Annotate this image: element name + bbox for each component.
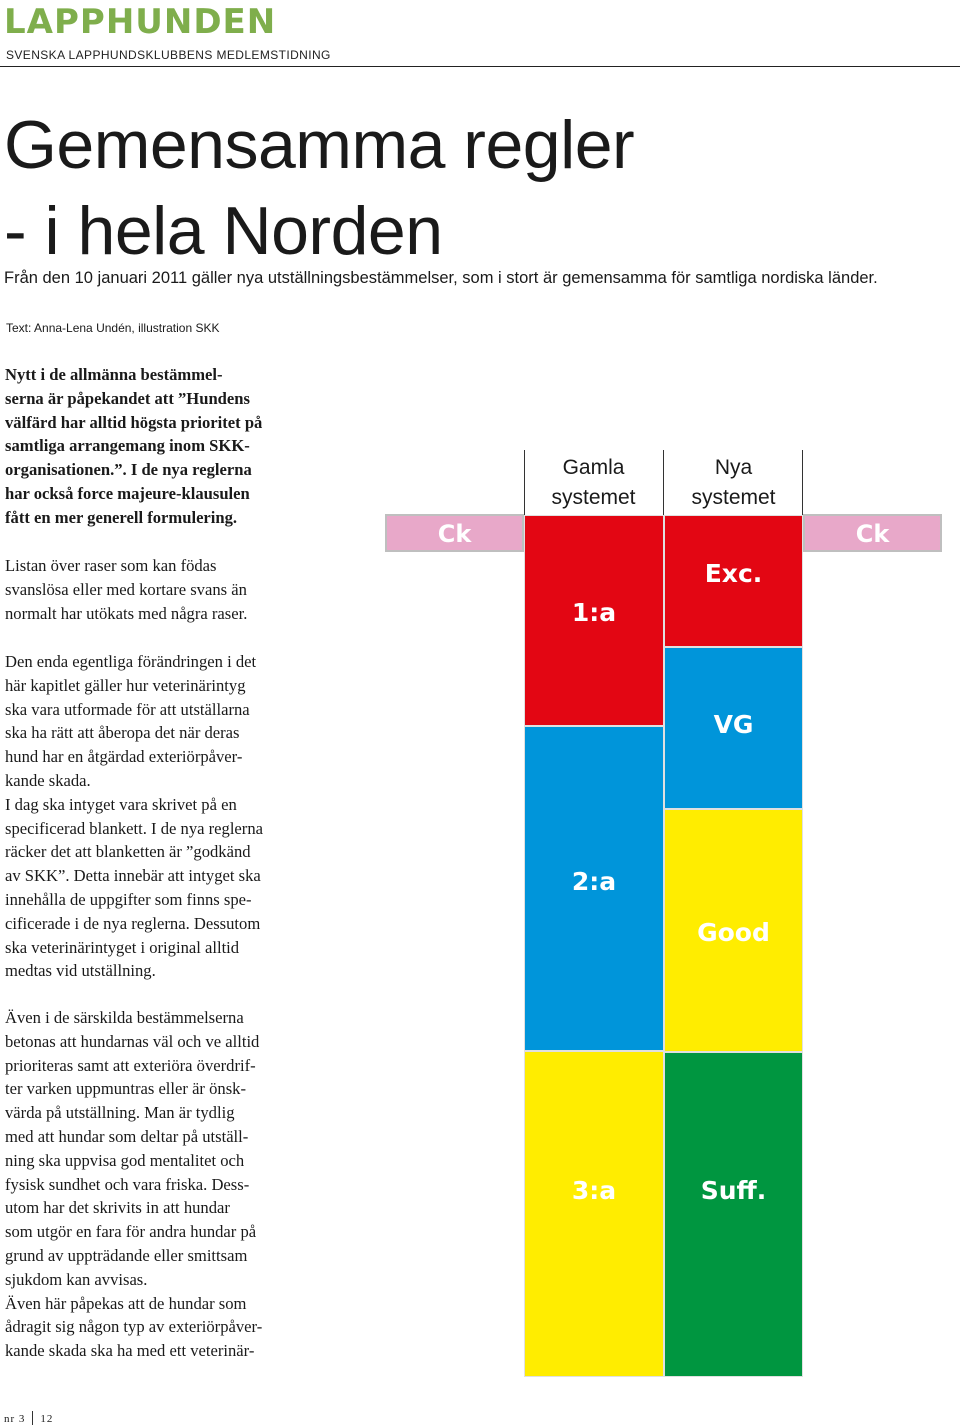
- text-line: utom har det skrivits in att hundar: [5, 1198, 230, 1218]
- text-line: Listan över raser som kan födas: [5, 556, 217, 575]
- text-line: medtas vid utställning.: [5, 961, 156, 981]
- title-line-2: - i hela Norden: [4, 193, 443, 269]
- old-grade-1a-label: 1:a: [571, 598, 617, 627]
- new-grade-excellent-label: Exc.: [704, 559, 763, 588]
- title-line-1: Gemensamma regler: [4, 107, 635, 183]
- text-line: ska vara utformade för att utställarna: [5, 699, 250, 719]
- text-line: fått en mer generell formulering.: [5, 507, 238, 527]
- paragraph-tail-list: [5, 554, 325, 625]
- new-grade-very-good: [664, 647, 803, 809]
- text-line: prioriteras samt att exteriöra överdrif-: [5, 1055, 256, 1075]
- text-line: organisationen.”. I de nya reglerna: [5, 460, 252, 480]
- header-rule: [0, 66, 960, 67]
- new-system-header: Nya systemet: [691, 456, 776, 509]
- new-grade-sufficient: [664, 1052, 803, 1377]
- text-line: cificerade i de nya reglerna. Dessutom: [5, 913, 261, 933]
- text-line: kande skada ska ha med ett veterinär-: [5, 1341, 255, 1361]
- text-line: hund har en åtgärdad exteriörpåver-: [5, 747, 243, 767]
- text-line: ska veterinärintyget i original alltid: [5, 937, 240, 957]
- text-line: här kapitlet gäller hur veterinärintyg: [5, 675, 246, 695]
- text-line: Nytt i de allmänna bestämmel-: [5, 365, 223, 384]
- article-intro: Från den 10 januari 2011 gäller nya utställningsbestämmelser, som i stort är gemensamma för samtliga nordiska länder.: [4, 269, 878, 287]
- magazine-subtitle: SVENSKA LAPPHUNDSKLUBBENS MEDLEMSTIDNING: [6, 48, 331, 62]
- text-line: svanslösa eller med kortare svans än: [5, 579, 247, 599]
- footer-separator: [32, 1411, 33, 1425]
- text-line: I dag ska intyget vara skrivet på en: [5, 794, 237, 814]
- page-number: 12: [40, 1413, 54, 1425]
- new-grade-very-good-label: VG: [713, 710, 754, 739]
- text-line: betonas att hundarnas väl och ve alltid: [5, 1031, 260, 1051]
- text-line: Den enda egentliga förändringen i det: [5, 652, 257, 671]
- article-title: [4, 102, 634, 274]
- new-grade-sufficient-label: Suff.: [700, 1176, 767, 1205]
- lead-paragraph: [5, 363, 325, 530]
- grading-illustration: [380, 440, 960, 1390]
- article-credit: Text: Anna-Lena Undén, illustration SKK: [6, 321, 220, 335]
- text-line: ådragit sig någon typ av exteriörpåver-: [5, 1317, 263, 1337]
- ck-box-left: Ck: [385, 514, 524, 552]
- text-line: normalt har utökats med några raser.: [5, 603, 248, 623]
- paragraph-special-rules: [5, 1006, 325, 1363]
- text-line: innehålla de uppgifter som finns spe-: [5, 889, 252, 909]
- old-grade-1a: [524, 515, 664, 726]
- issue-number: nr 3: [4, 1413, 26, 1425]
- magazine-logo: LAPPHUNDEN: [4, 2, 277, 42]
- page-footer: [4, 1411, 53, 1425]
- old-grade-3a: [524, 1051, 664, 1377]
- ck-box-right: Ck: [803, 514, 942, 552]
- old-grade-2a: [524, 726, 664, 1051]
- paragraph-vet-certificate: [5, 650, 325, 983]
- text-line: som utgör en fara för andra hundar på: [5, 1222, 257, 1242]
- old-grade-3a-label: 3:a: [571, 1176, 617, 1205]
- text-line: Även här påpekas att de hundar som: [5, 1293, 247, 1313]
- text-line: serna är påpekandet att ”Hundens: [5, 388, 250, 408]
- text-line: samtliga arrangemang inom SKK-: [5, 436, 250, 456]
- text-line: grund av uppträdande eller smittsam: [5, 1245, 248, 1265]
- text-line: välfärd har alltid högsta prioritet på: [5, 412, 263, 432]
- text-line: kande skada.: [5, 770, 91, 790]
- text-line: sjukdom kan avvisas.: [5, 1269, 148, 1289]
- new-grade-excellent: [664, 515, 803, 647]
- new-grade-good-label: Good: [697, 918, 770, 947]
- new-grade-good: [664, 809, 803, 1052]
- text-line: ska ha rätt att åberopa det när deras: [5, 723, 240, 743]
- text-line: ter varken uppmuntras eller är önsk-: [5, 1079, 246, 1099]
- text-line: av SKK”. Detta innebär att intyget ska: [5, 866, 261, 886]
- old-system-header: Gamla systemet: [551, 456, 636, 509]
- text-line: ning ska uppvisa god mentalitet och: [5, 1150, 245, 1170]
- old-grade-2a-label: 2:a: [571, 867, 617, 896]
- text-line: värda på utställning. Man är tydlig: [5, 1103, 235, 1123]
- text-line: räcker det att blanketten är ”godkänd: [5, 842, 251, 862]
- text-line: fysisk sundhet och vara friska. Dess-: [5, 1174, 250, 1194]
- text-line: med att hundar som deltar på utställ-: [5, 1126, 249, 1146]
- text-line: Även i de särskilda bestämmelserna: [5, 1008, 244, 1027]
- text-line: specificerad blankett. I de nya reglerna: [5, 818, 263, 838]
- text-line: har också force majeure-klausulen: [5, 483, 250, 503]
